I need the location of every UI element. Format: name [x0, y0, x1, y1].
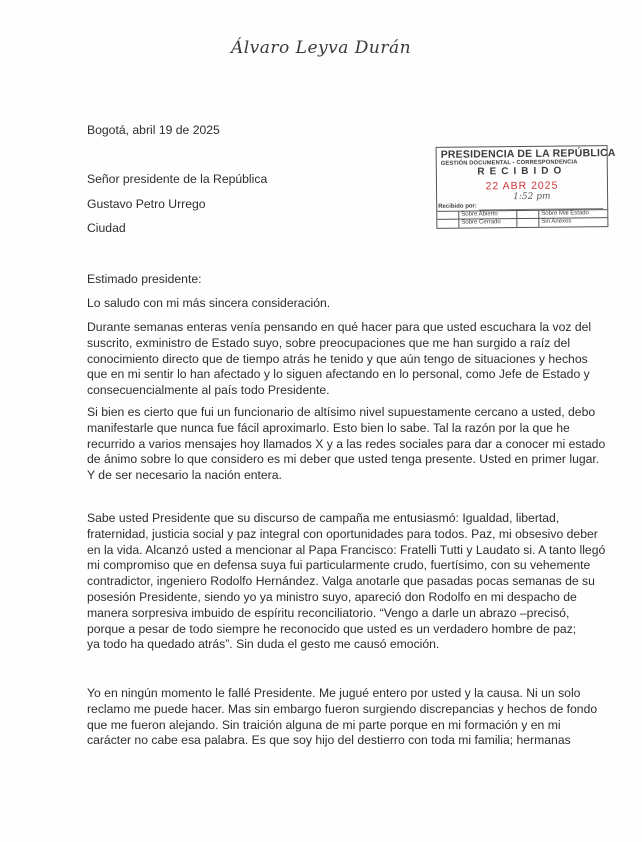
stamp-option: Sobre Cerrado [459, 219, 517, 228]
paragraph-line: Yo en ningún momento le fallé Presidente. Me jugué entero por usted y la causa. Ni un solo [87, 686, 581, 700]
stamp-checkbox [517, 219, 539, 227]
paragraph-4 [87, 686, 598, 749]
recipient-name: Gustavo Petro Urrego [87, 197, 206, 211]
paragraph-line: ya todo ha quedado atrás”. Sin duda el gesto me causó emoción. [87, 637, 440, 652]
paragraph-3 [87, 511, 606, 653]
paragraph-line: en la vida. Alcanzó usted a mencionar al Papa Francisco: Fratelli Tutti y Laudato si. A tanto llegó [87, 542, 606, 557]
recipient-city: Ciudad [87, 221, 126, 235]
letterhead-signature-name: Álvaro Leyva Durán [230, 38, 412, 58]
stamp-options-grid [437, 209, 607, 228]
stamp-status: RECIBIDO [477, 165, 567, 178]
stamp-option: Sin Anexos [541, 218, 572, 225]
stamp-option: Sobre Mal Estado [539, 210, 607, 219]
paragraph-line: de ánimo sobre lo que considero es mi deber que usted tenga presente. Usted en primer lugar. [87, 452, 600, 467]
stamp-subtitle: GESTIÓN DOCUMENTAL - CORRESPONDENCIA [440, 159, 578, 167]
paragraph-line: conocimiento directo que de tiempo atrás he tenido y que aún tengo de situaciones y hechos [87, 351, 588, 366]
paragraph-line: Si bien es cierto que fui un funcionario de altísimo nivel supuestamente cercano a usted, debo [87, 405, 596, 419]
paragraph-line: que en mi sentir lo han afectado y lo siguen afectando en lo personal, como Jefe de Estado y [87, 367, 590, 382]
paragraph-line: suscrito, exministro de Estado suyo, sobre preocupaciones que me han surgido a raíz del [87, 335, 571, 350]
paragraph-line: contradictor, ingeniero Rodolfo Hernández. Valga anotarle que pasadas pocas semanas de su [87, 574, 595, 589]
recipient-title: Señor presidente de la República [87, 172, 268, 186]
paragraph-line: reclamo me puede hacer. Mas sin embargo fueron surgiendo discrepancias y hechos de fondo [87, 701, 598, 716]
paragraph-line: porque a pesar de todo siempre he reconocido que usted es un verdadero hombre de paz; [87, 621, 577, 636]
paragraph-line: manifestarle que nunca fue fácil aproximarlo. Esto bien lo sabe. Tal la razón por la que he [87, 420, 570, 435]
stamp-received-by-label: Recibido por: [438, 203, 477, 210]
stamp-checkbox [437, 220, 459, 228]
paragraph-line: Durante semanas enteras venía pensando en qué hacer para que usted escuchara la voz del [87, 320, 592, 334]
stamp-title: PRESIDENCIA DE LA REPÚBLICA [440, 147, 616, 161]
paragraph-line: manera sorpresiva imbuido de espíritu reconciliatorio. “Vengo a darle un abrazo –precisó, [87, 605, 570, 620]
stamp-date: 22 ABR 2025 [485, 179, 559, 193]
paragraph-line: que me fueron alejando. Sin traición alguna de mi parte porque en mi formación y en mi [87, 717, 561, 732]
paragraph-line: Y de ser necesario la nación entera. [87, 468, 282, 483]
paragraph-line: recurrido a varios mensajes hoy llamados X y a las redes sociales para dar a conocer mi estado [87, 436, 606, 451]
greeting: Lo saludo con mi más sincera consideración. [87, 296, 331, 310]
stamp-option: Sobre Abierto [459, 211, 517, 220]
stamp-time: 1:52 pm [513, 191, 551, 203]
paragraph-line: posesión Presidente, siendo yo ya ministro suyo, apareció don Rodolfo en mi despacho de [87, 589, 577, 604]
paragraph-1 [87, 320, 592, 399]
salutation: Estimado presidente: [87, 272, 202, 286]
stamp-checkbox [437, 212, 459, 220]
stamp-checkbox [517, 211, 539, 219]
paragraph-line: Sabe usted Presidente que su discurso de campaña me entusiasmó: Igualdad, libertad, [87, 511, 560, 525]
date-line: Bogotá, abril 19 de 2025 [87, 123, 220, 137]
received-stamp [436, 145, 616, 229]
paragraph-line: consecuencialmente al país todo Presidente. [87, 383, 330, 398]
paragraph-line: carácter no cabe esa palabra. Es que soy hijo del destierro con toda mi familia; hermanas [87, 733, 571, 748]
paragraph-line: mi compromiso que en defensa suya fui particularmente crudo, fuertísimo, con su vehemente [87, 558, 591, 573]
paragraph-line: fraternidad, justicia social y paz integral con oportunidades para todos. Paz, mi obsesivo deber [87, 526, 598, 541]
paragraph-2 [87, 405, 606, 484]
